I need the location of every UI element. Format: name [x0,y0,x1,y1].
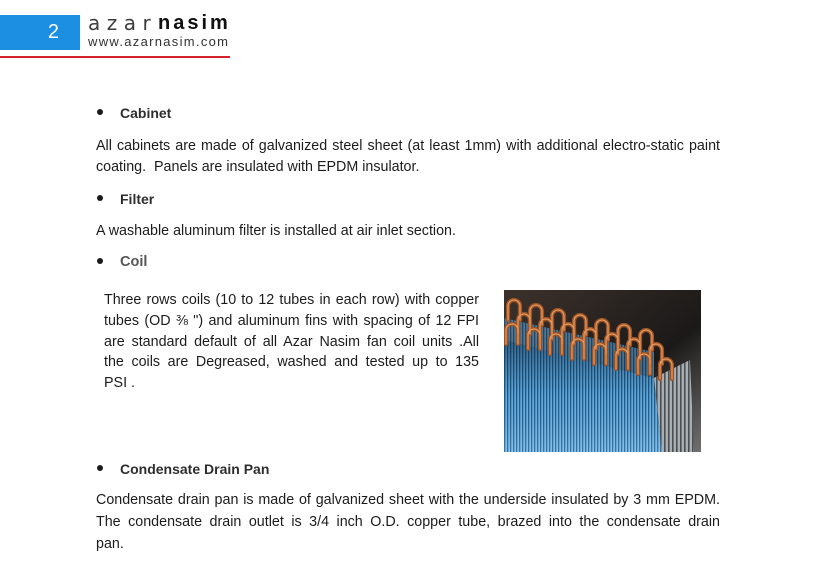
paragraph-line: are standard default of all Azar Nasim fan coil units .All [104,333,479,350]
bullet-icon [97,109,103,115]
page-number-badge [0,15,80,50]
paragraph-line: coating. Panels are insulated with EPDM insulator. [96,159,420,175]
coil-photo [504,290,701,452]
paragraph-line: All cabinets are made of galvanized steel sheet (at least 1mm) with additional electro-static paint [96,138,720,154]
logo-nasim: nasim [158,12,231,34]
paragraph-coil [104,290,479,394]
paragraph-cabinet [96,136,720,178]
page-number: 2 [47,21,59,43]
paragraph-line: PSI . [104,375,135,391]
paragraph-condensate-drain-pan [96,489,720,555]
section-heading-condensate-drain-pan [97,459,269,479]
section-heading-coil [97,252,147,272]
header-divider [0,56,230,58]
section-heading-filter [97,189,154,209]
bullet-icon [97,195,103,201]
paragraph-line: Condensate drain pan is made of galvanized sheet with the underside insulated by 3 mm EPDM. [96,492,720,508]
section-heading-text: Filter [120,191,155,207]
paragraph-line: Three rows coils (10 to 12 tubes in each row) with copper [104,292,479,308]
website-url: www.azarnasim.com [88,34,230,49]
paragraph-filter [96,221,720,242]
section-heading-text: Cabinet [120,105,172,121]
section-heading-text: Coil [120,254,148,270]
section-heading-cabinet [97,103,171,123]
section-heading-text: Condensate Drain Pan [120,461,270,477]
bullet-icon [97,258,103,264]
paragraph-line: pan. [96,536,124,552]
paragraph-line: tubes (OD ⅜ ") and aluminum fins with spacing of 12 FPI [104,312,479,329]
logo-azar: azar [88,11,158,35]
paragraph-line: A washable aluminum filter is installed at air inlet section. [96,223,456,239]
paragraph-line: the coils are Degreased, washed and tested up to 135 [104,354,479,371]
paragraph-line: The condensate drain outlet is 3/4 inch O.D. copper tube, brazed into the condensate drain [96,514,720,530]
bullet-icon [97,465,103,471]
